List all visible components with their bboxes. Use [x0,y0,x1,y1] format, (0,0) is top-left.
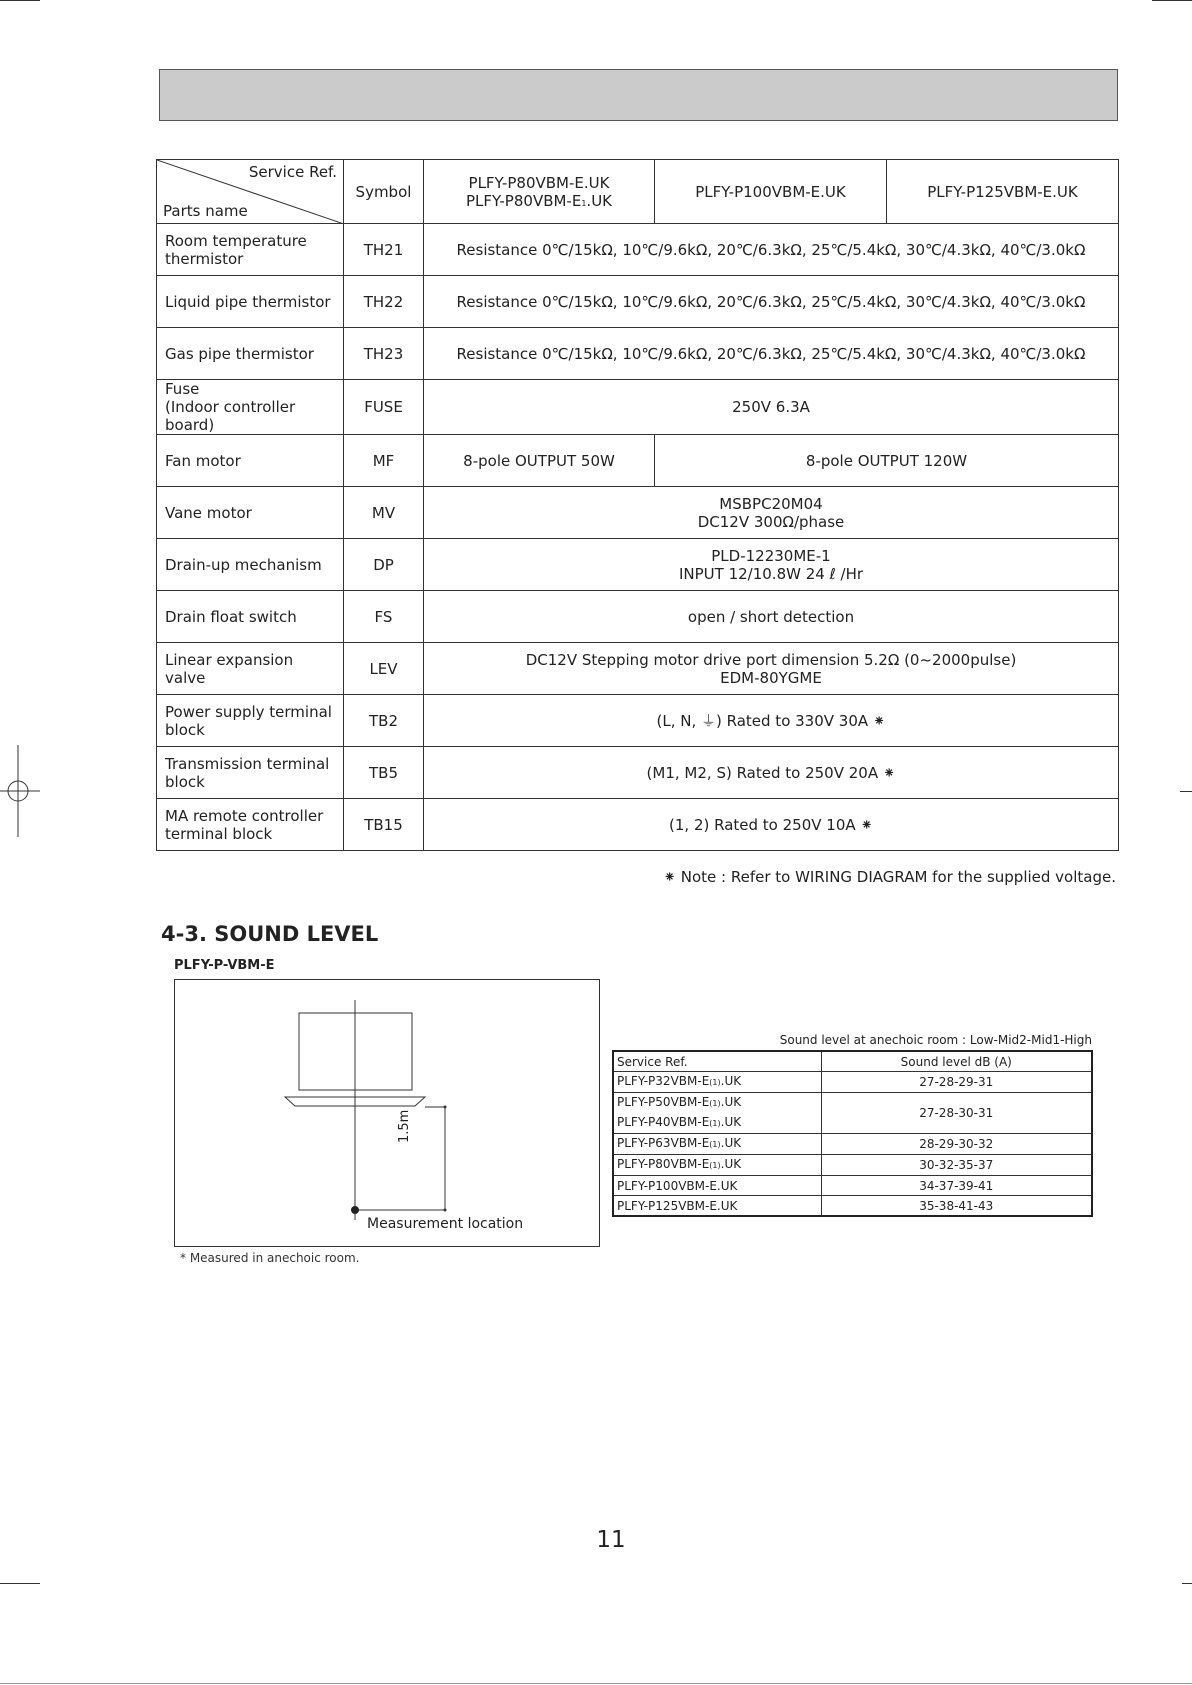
part-spec-p80: 8-pole OUTPUT 50W [424,435,655,487]
part-symbol: LEV [344,643,424,695]
table-row [157,487,1119,539]
table-row [157,276,1119,328]
part-name: Fuse (Indoor controller board) [157,380,344,435]
measurement-diagram [174,979,600,1247]
part-name: MA remote controller terminal block [157,799,344,851]
crop-mark [0,0,40,1]
crop-mark [0,1583,40,1584]
parts-name-label: Parts name [163,202,248,220]
height-dimension-label: 1.5m [397,1109,412,1143]
model-p80-line2: PLFY-P80VBM-E1.UK [465,191,613,210]
part-symbol: TB15 [344,799,424,851]
symbol-header: Symbol [344,160,424,224]
unit-drawing [175,980,601,1248]
table-row [157,591,1119,643]
part-name: Fan motor [157,435,344,487]
part-spec: open / short detection [424,591,1119,643]
part-spec: (1, 2) Rated to 250V 10A ⁕ [424,799,1119,851]
crop-mark [1182,1583,1192,1584]
service-ref-cell: PLFY-P125VBM-E.UK [613,1196,821,1217]
part-name: Drain float switch [157,591,344,643]
table-row [613,1176,1092,1196]
sound-level-cell: 27-28-29-31 [821,1072,1092,1093]
sound-level-cell: 35-38-41-43 [821,1196,1092,1217]
anechoic-footnote: * Measured in anechoic room. [180,1251,360,1265]
table-row [613,1072,1092,1093]
model-p80-line1: PLFY-P80VBM-E.UK [468,173,610,192]
table-row [157,747,1119,799]
service-ref-header: Service Ref. [613,1051,821,1072]
part-spec: (M1, M2, S) Rated to 250V 20A ⁕ [424,747,1119,799]
service-ref-cell: PLFY-P50VBM-E(1).UK PLFY-P40VBM-E(1).UK [613,1093,821,1134]
sound-level-table [612,1050,1093,1217]
crop-mark [0,1683,1192,1684]
sound-level-header: Sound level dB (A) [821,1051,1092,1072]
crop-mark [1152,0,1192,1]
part-spec: 250V 6.3A [424,380,1119,435]
table-row [613,1155,1092,1176]
registration-mark [0,745,40,837]
part-symbol: MV [344,487,424,539]
table-row [613,1134,1092,1155]
part-symbol: TB2 [344,695,424,747]
parts-table-header [157,160,1119,224]
model-header-p80 [424,160,655,224]
part-symbol: FS [344,591,424,643]
model-header-p100: PLFY-P100VBM-E.UK [655,160,887,224]
measurement-location-label: Measurement location [367,1216,524,1232]
table-row [157,799,1119,851]
part-spec: Resistance 0℃/15kΩ, 10℃/9.6kΩ, 20℃/6.3kΩ, 25℃/5.4kΩ, 30℃/4.3kΩ, 40℃/3.0kΩ [424,276,1119,328]
table-row [157,224,1119,276]
table-row [613,1196,1092,1217]
part-name: Vane motor [157,487,344,539]
service-ref-label: Service Ref. [248,163,337,181]
part-symbol: TH22 [344,276,424,328]
section-header-band [159,69,1118,121]
part-symbol: TH23 [344,328,424,380]
table-row [157,328,1119,380]
table-row [157,643,1119,695]
service-ref-diagonal-cell [157,160,344,224]
crop-mark [1180,791,1192,792]
part-spec-p100-p125: 8-pole OUTPUT 120W [655,435,1119,487]
model-label: PLFY-P-VBM-E [174,958,275,973]
part-symbol: MF [344,435,424,487]
page-number: 11 [596,1527,626,1553]
table-row [157,695,1119,747]
part-name: Drain-up mechanism [157,539,344,591]
part-spec: DC12V Stepping motor drive port dimension 5.2Ω (0~2000pulse) EDM-80YGME [424,643,1119,695]
service-ref-cell: PLFY-P32VBM-E(1).UK [613,1072,821,1093]
part-spec: Resistance 0℃/15kΩ, 10℃/9.6kΩ, 20℃/6.3kΩ, 25℃/5.4kΩ, 30℃/4.3kΩ, 40℃/3.0kΩ [424,224,1119,276]
service-ref-cell: PLFY-P80VBM-E(1).UK [613,1155,821,1176]
part-spec: Resistance 0℃/15kΩ, 10℃/9.6kΩ, 20℃/6.3kΩ, 25℃/5.4kΩ, 30℃/4.3kΩ, 40℃/3.0kΩ [424,328,1119,380]
section-title: 4-3. SOUND LEVEL [161,922,379,946]
part-name: Gas pipe thermistor [157,328,344,380]
sound-level-cell: 28-29-30-32 [821,1134,1092,1155]
part-symbol: FUSE [344,380,424,435]
parts-table [156,159,1119,851]
wiring-note: ⁕ Note : Refer to WIRING DIAGRAM for the supplied voltage. [663,868,1116,886]
model-header-p125: PLFY-P125VBM-E.UK [887,160,1119,224]
part-symbol: TB5 [344,747,424,799]
part-name: Power supply terminal block [157,695,344,747]
part-spec: PLD-12230ME-1 INPUT 12/10.8W 24 ℓ /Hr [424,539,1119,591]
table-row [157,539,1119,591]
part-spec: (L, N, ⏚) Rated to 330V 30A ⁕ [424,695,1119,747]
sound-table-header [613,1051,1092,1072]
service-ref-cell: PLFY-P63VBM-E(1).UK [613,1134,821,1155]
table-row [157,435,1119,487]
sound-level-cell: 30-32-35-37 [821,1155,1092,1176]
part-spec: MSBPC20M04 DC12V 300Ω/phase [424,487,1119,539]
sound-caption: Sound level at anechoic room : Low-Mid2-Mid1-High [779,1033,1092,1047]
table-row [613,1093,1092,1134]
service-ref-cell: PLFY-P100VBM-E.UK [613,1176,821,1196]
part-symbol: DP [344,539,424,591]
sound-level-cell: 27-28-30-31 [821,1093,1092,1134]
table-row [157,380,1119,435]
part-name: Room temperature thermistor [157,224,344,276]
sound-level-cell: 34-37-39-41 [821,1176,1092,1196]
part-symbol: TH21 [344,224,424,276]
part-name: Liquid pipe thermistor [157,276,344,328]
part-name: Transmission terminal block [157,747,344,799]
part-name: Linear expansion valve [157,643,344,695]
